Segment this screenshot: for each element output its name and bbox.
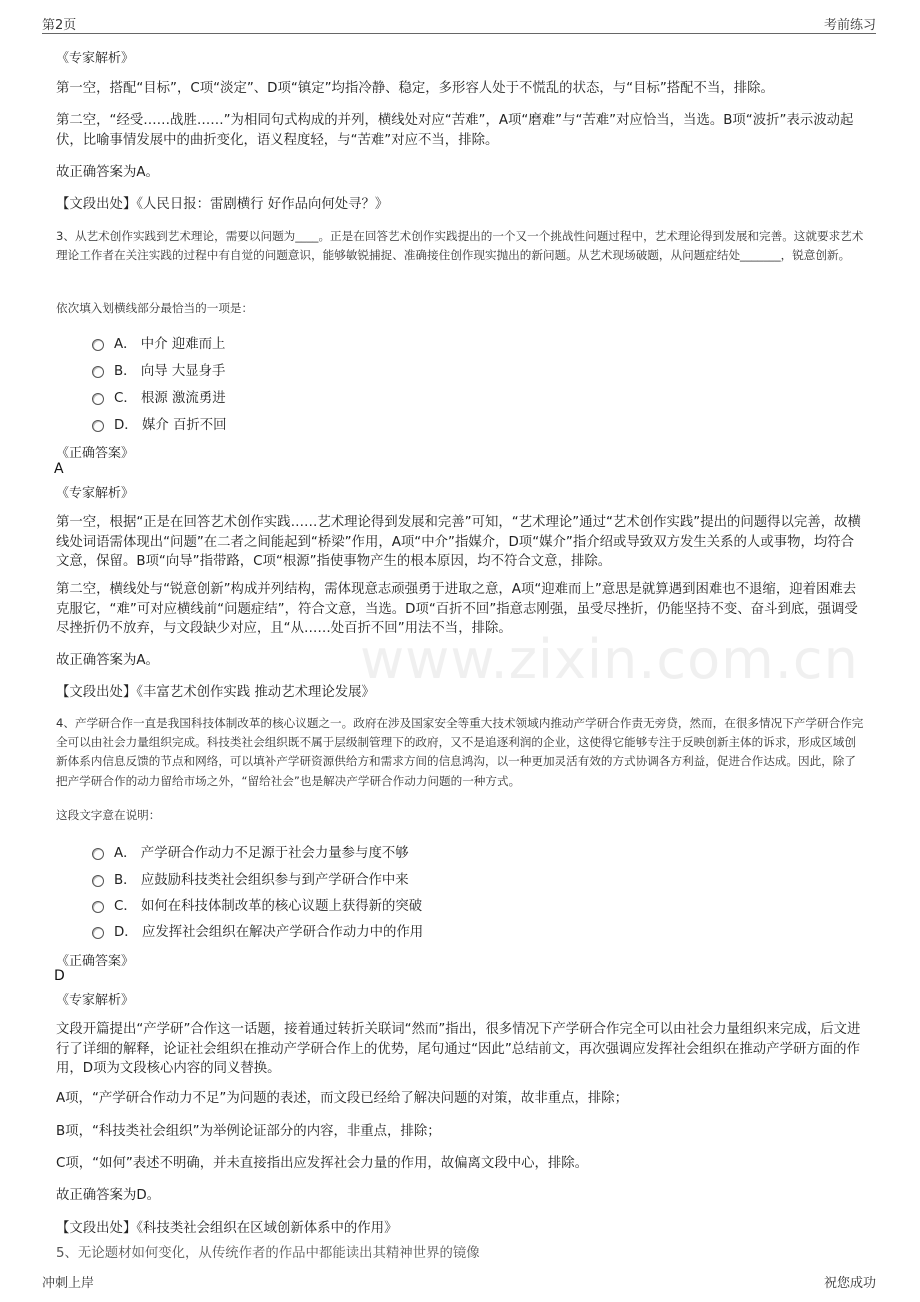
option-label: A． 产学研合作动力不足源于社会力量参与度不够 bbox=[114, 846, 409, 861]
source-prefix: 【文段出处】 bbox=[56, 197, 137, 212]
analysis-paragraph: 第一空，根据“正是在回答艺术创作实践……艺术理论得到发展和完善”可知，“艺术理论”通过“艺术创作实践”提出的问题得以完善，故横线处词语需体现出“问题”在二者之间能起到“桥梁”作用，A项“中介”指媒介，D项“媒介”指介绍或导致双方发生关系的人或事物，均符合文意，保留。B项“向导”指带路，C项“根源”指使事物产生的根本原因，均不符合文意，排除。 bbox=[56, 515, 861, 569]
footer-right: 祝您成功 bbox=[823, 1276, 876, 1291]
analysis-conclusion: 故正确答案为D。 bbox=[56, 1188, 161, 1203]
option-label: D． 应发挥社会组织在解决产学研合作动力中的作用 bbox=[114, 925, 424, 940]
question-prompt-4: 这段文字意在说明： bbox=[56, 808, 161, 822]
analysis-paragraph: B项，“科技类社会组织”为举例论证部分的内容，非重点，排除； bbox=[56, 1124, 441, 1139]
cutoff-text: 5、无论题材如何变化，从传统作者的作品中都能读出其精神世界的镜像 bbox=[56, 1246, 480, 1261]
radio-button[interactable] bbox=[92, 848, 104, 860]
header-divider bbox=[42, 33, 876, 34]
analysis-conclusion: 故正确答案为A。 bbox=[56, 653, 159, 668]
analysis-paragraph: 文段开篇提出“产学研”合作这一话题，接着通过转折关联词“然而”指出，很多情况下产学研合作完全可以由社会力量组织来完成，后文进行了详细的解释，论证社会组织在推动产学研合作上的优势，尾句通过“因此”总结前文，再次强调应发挥社会组织在推动产学研方面的作用，D项为文段核心内容的同义替换。 bbox=[56, 1022, 861, 1076]
analysis-paragraph: 第二空，“经受……战胜……”为相同句式构成的并列，横线处对应“苦难”，A项“磨难”与“苦难”对应恰当，当选。B项“波折”表示波动起伏，比喻事情发展中的曲折变化，语义程度轻，与“苦难”对应不当，排除。 bbox=[56, 113, 854, 148]
option-b[interactable] bbox=[92, 360, 225, 379]
header-title: 考前练习 bbox=[823, 18, 876, 33]
analysis-paragraph: A项，“产学研合作动力不足”为问题的表述，而文段已经给了解决问题的对策，故非重点，排除； bbox=[56, 1091, 629, 1106]
radio-button[interactable] bbox=[92, 420, 104, 432]
expert-analysis-label: 《专家解析》 bbox=[56, 993, 135, 1008]
option-a[interactable] bbox=[92, 842, 409, 861]
radio-button[interactable] bbox=[92, 901, 104, 913]
option-label: B． 应鼓励科技类社会组织参与到产学研合作中来 bbox=[114, 873, 409, 888]
radio-button[interactable] bbox=[92, 366, 104, 378]
analysis-conclusion: 故正确答案为A。 bbox=[56, 165, 159, 180]
analysis-paragraph: 第二空，横线处与“锐意创新”构成并列结构，需体现意志顽强勇于进取之意，A项“迎难而上”意思是就算遇到困难也不退缩，迎着困难去克服它，“难”可对应横线前“问题症结”，符合文意，当选。D项“百折不回”指意志刚强，虽受尽挫折，仍能坚持不变、奋斗到底，强调受尽挫折仍不放弃，与文段缺少对应，且“从……处百折不回”用法不当，排除。 bbox=[56, 582, 858, 636]
option-c[interactable] bbox=[92, 895, 422, 914]
radio-button[interactable] bbox=[92, 339, 104, 351]
source-line bbox=[56, 681, 866, 700]
option-label: C． 根源 激流勇进 bbox=[114, 391, 226, 406]
option-a[interactable] bbox=[92, 333, 225, 352]
correct-answer-value: A bbox=[54, 461, 64, 477]
analysis-paragraph: 第一空，搭配“目标”，C项“淡定”、D项“镇定”均指冷静、稳定，多形容人处于不慌乱的状态，与“目标”搭配不当，排除。 bbox=[56, 81, 774, 96]
source-prefix: 【文段出处】 bbox=[56, 1221, 137, 1236]
option-label: C． 如何在科技体制改革的核心议题上获得新的突破 bbox=[114, 899, 423, 914]
option-label: A． 中介 迎难而上 bbox=[114, 337, 226, 352]
option-b[interactable] bbox=[92, 869, 409, 888]
option-label: B． 向导 大显身手 bbox=[114, 364, 226, 379]
question-stem-4: 4、产学研合作一直是我国科技体制改革的核心议题之一。政府在涉及国家安全等重大技术领域内推动产学研合作责无旁贷，然而，在很多情况下产学研合作完全可以由社会力量组织完成。科技类社会组织既不属于层级制管理下的政府，又不是追逐利润的企业，这使得它能够专注于反映创新主体的诉求，形成区域创新体系内信息反馈的节点和网络，可以填补产学研资源供给方和需求方间的信息鸿沟，以一种更加灵活有效的方式协调各方利益，促进合作达成。因此，除了把产学研合作的动力留给市场之外，“留给社会”也是解决产学研合作动力问题的一种方式。 bbox=[56, 716, 864, 788]
option-label: D． 媒介 百折不回 bbox=[114, 418, 227, 433]
option-d[interactable] bbox=[92, 921, 423, 940]
option-d[interactable] bbox=[92, 414, 227, 433]
correct-answer-value: D bbox=[54, 968, 65, 984]
radio-button[interactable] bbox=[92, 927, 104, 939]
radio-button[interactable] bbox=[92, 875, 104, 887]
source-title: 《人民日报：雷剧横行 好作品向何处寻？》 bbox=[136, 197, 389, 212]
expert-analysis-label: 《专家解析》 bbox=[56, 486, 135, 501]
question-stem-3: 3、从艺术创作实践到艺术理论，需要以问题为____。正是在回答艺术创作实践提出的一个又一个挑战性问题过程中，艺术理论得到发展和完善。这就要求艺术理论工作者在关注实践的过程中有自觉的问题意识，能够敏锐捕捉、准确接住创作现实抛出的新问题。从艺术现场破题，从问题症结处_______，锐意创新。 bbox=[56, 229, 864, 263]
next-question-cutoff bbox=[56, 1246, 866, 1262]
correct-answer-label: 《正确答案》 bbox=[56, 446, 135, 461]
footer-left: 冲刺上岸 bbox=[42, 1276, 95, 1291]
analysis-paragraph: C项，“如何”表述不明确，并未直接指出应发挥社会力量的作用，故偏离文段中心，排除。 bbox=[56, 1156, 589, 1171]
watermark: www.zixin.com.cn bbox=[360, 628, 859, 691]
radio-button[interactable] bbox=[92, 393, 104, 405]
source-title: 《科技类社会组织在区域创新体系中的作用》 bbox=[136, 1221, 398, 1236]
option-c[interactable] bbox=[92, 387, 226, 406]
expert-analysis-label: 《专家解析》 bbox=[56, 51, 135, 66]
source-line bbox=[56, 193, 866, 212]
source-line bbox=[56, 1217, 866, 1236]
question-prompt-3: 依次填入划横线部分最恰当的一项是： bbox=[56, 301, 254, 315]
source-prefix: 【文段出处】 bbox=[56, 685, 137, 700]
source-title: 《丰富艺术创作实践 推动艺术理论发展》 bbox=[136, 685, 375, 700]
correct-answer-label: 《正确答案》 bbox=[56, 954, 135, 969]
page-number: 第2页 bbox=[42, 18, 77, 33]
